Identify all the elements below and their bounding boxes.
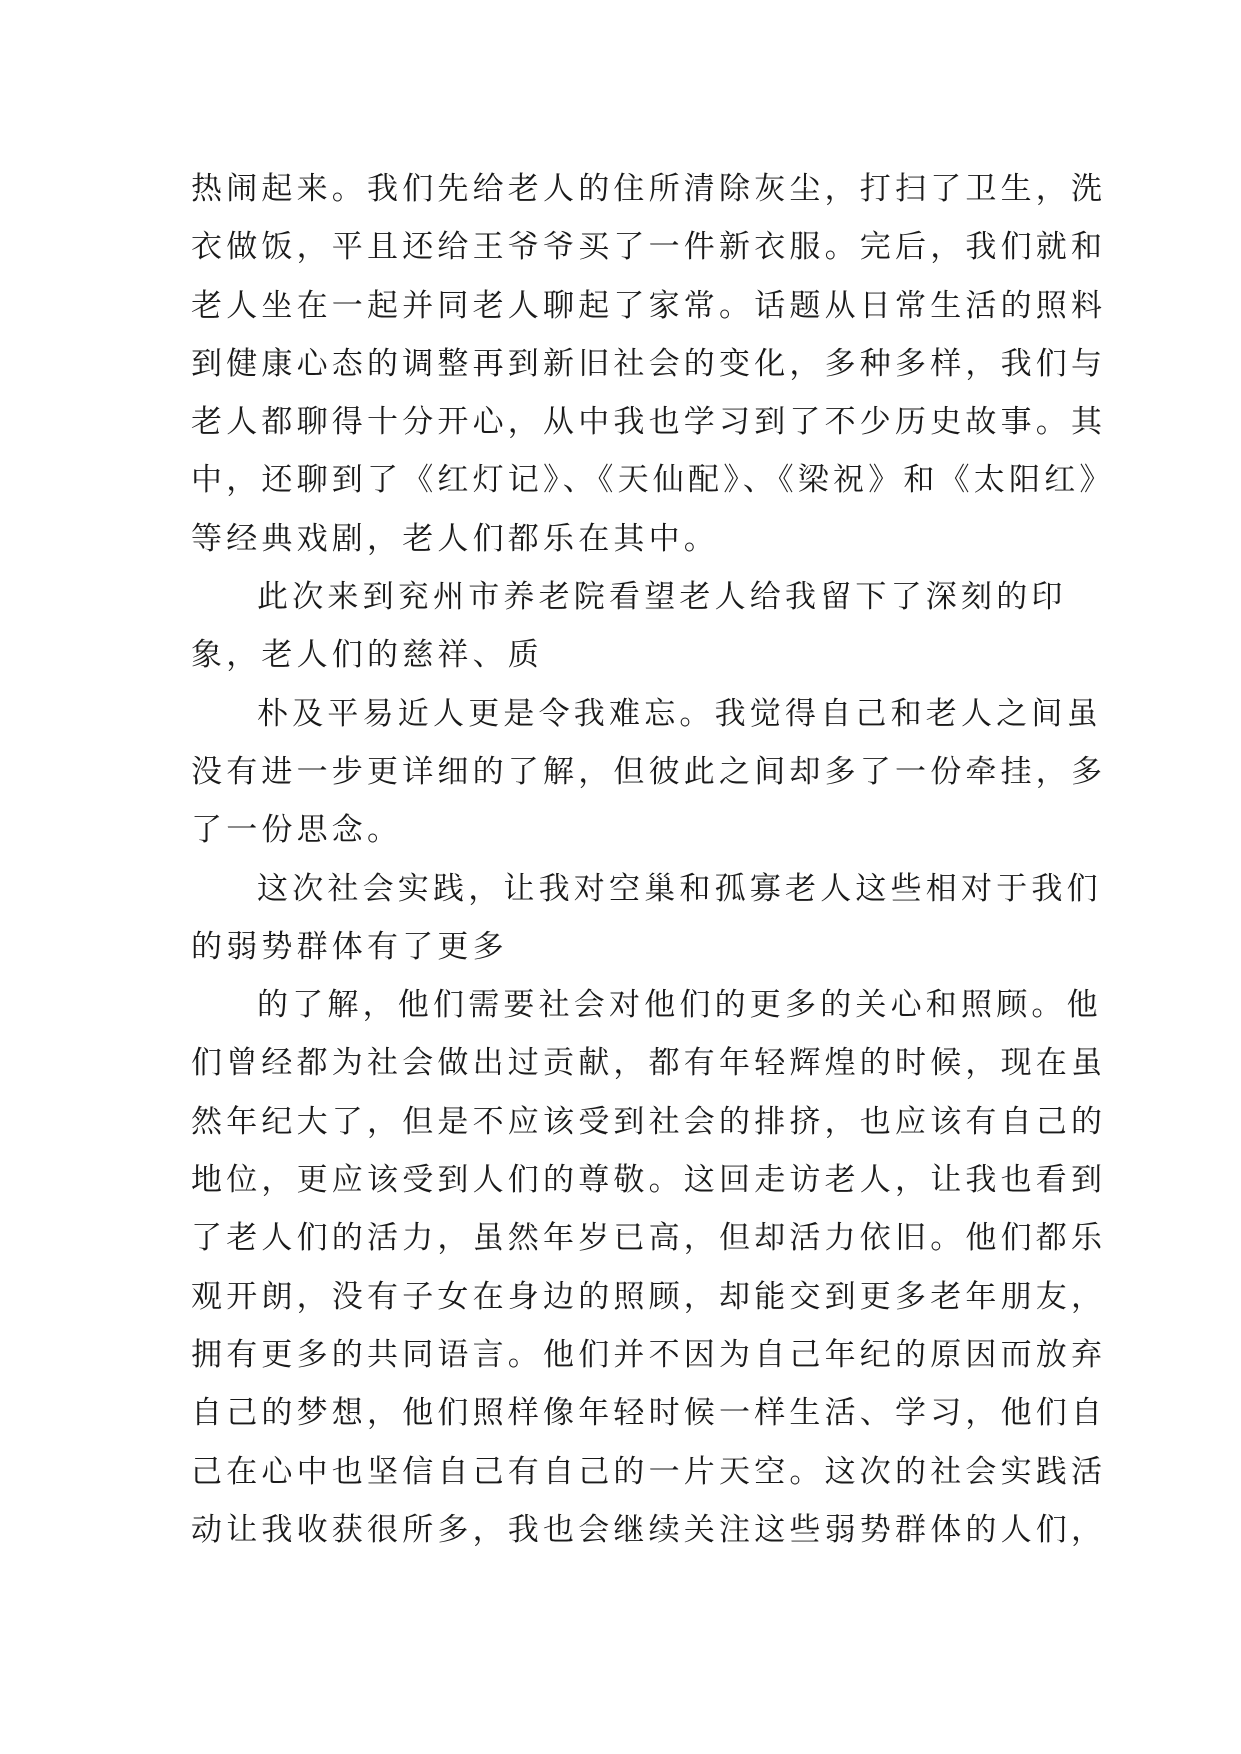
text-line: 没有进一步更详细的了解，但彼此之间却多了一份牵挂，多 (191, 753, 1107, 790)
text-line: 观开朗，没有子女在身边的照顾，却能交到更多老年朋友， (191, 1278, 1107, 1315)
text-line: 象，老人们的慈祥、质 (191, 637, 543, 674)
text-line: 地位，更应该受到人们的尊敬。这回走访老人，让我也看到 (191, 1162, 1107, 1199)
text-line: 们曾经都为社会做出过贡献，都有年轻辉煌的时候，现在虽 (191, 1045, 1107, 1082)
text-line: 老人坐在一起并同老人聊起了家常。话题从日常生活的照料 (191, 287, 1107, 324)
text-line: 热闹起来。我们先给老人的住所清除灰尘，打扫了卫生，洗 (191, 171, 1107, 207)
text-line: 的弱势群体有了更多 (191, 928, 508, 965)
text-line: 中，还聊到了《红灯记》、《天仙配》、《梁祝》和《太阳红》 (191, 462, 1115, 499)
text-line: 这次社会实践，让我对空巢和孤寡老人这些相对于我们 (257, 870, 1102, 907)
text-line: 朴及平易近人更是令我难忘。我觉得自己和老人之间虽 (257, 695, 1102, 732)
text-line: 衣做饭，平且还给王爷爷买了一件新衣服。完后，我们就和 (191, 229, 1107, 266)
text-line: 的了解，他们需要社会对他们的更多的关心和照顾。他 (257, 987, 1102, 1024)
text-line: 了老人们的活力，虽然年岁已高，但却活力依旧。他们都乐 (191, 1220, 1107, 1257)
text-line: 自己的梦想，他们照样像年轻时候一样生活、学习，他们自 (191, 1395, 1107, 1432)
text-line: 然年纪大了，但是不应该受到社会的排挤，也应该有自己的 (191, 1103, 1107, 1140)
text-line: 拥有更多的共同语言。他们并不因为自己年纪的原因而放弃 (191, 1336, 1107, 1373)
text-line: 动让我收获很所多，我也会继续关注这些弱势群体的人们， (191, 1511, 1107, 1548)
text-line: 到健康心态的调整再到新旧社会的变化，多种多样，我们与 (191, 345, 1107, 382)
text-line: 己在心中也坚信自己有自己的一片天空。这次的社会实践活 (191, 1453, 1107, 1490)
text-line: 等经典戏剧，老人们都乐在其中。 (191, 520, 719, 557)
body-text (191, 160, 1115, 1559)
text-line: 老人都聊得十分开心，从中我也学习到了不少历史故事。其 (191, 404, 1107, 441)
text-line: 了一份思念。 (191, 812, 403, 849)
text-line: 此次来到兖州市养老院看望老人给我留下了深刻的印 (257, 579, 1067, 616)
